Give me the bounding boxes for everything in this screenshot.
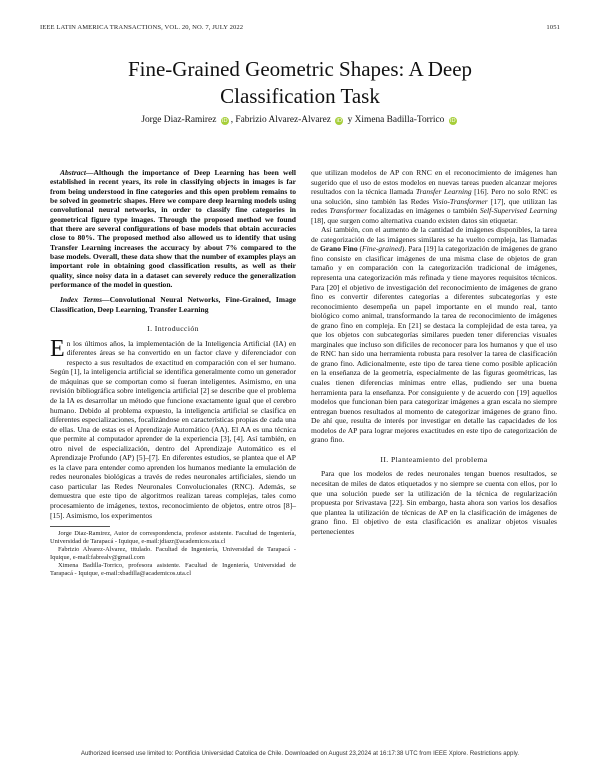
orcid-icon[interactable]: iD: [221, 118, 228, 124]
author-separator: y: [347, 115, 353, 125]
italic-term: Transfer Learning: [415, 187, 472, 197]
text-run: [16]. Pero no solo RNC es una solución, sino también las Redes: [311, 187, 557, 206]
section-heading: II. Planteamiento del problema: [380, 454, 488, 464]
footnote-divider: [50, 526, 110, 527]
index-terms-label: Index Terms: [60, 295, 103, 305]
left-column: [50, 168, 296, 578]
italic-term: Transformer: [329, 206, 368, 216]
journal-name: IEEE LATIN AMERICA TRANSACTIONS, VOL. 20, NO. 7, JULY 2022: [40, 24, 244, 31]
section-heading: I. Introducción: [147, 324, 199, 334]
italic-term: Self-Supervised Learning: [479, 206, 557, 216]
drop-cap: E: [50, 335, 65, 362]
orcid-icon[interactable]: iD: [449, 118, 456, 124]
text-run: [17], que utilizan las redes: [311, 196, 557, 216]
intro-text: n los últimos años, la implementación de la Inteligencia Artificial (IA) en diferentes áreas se ha convertido en un factor clave y diferenciador con respecto a sus resultados de exactitud en comparación con el ser humano. Según [1], la inteligencia artificial se identifica generalmente como un generador de máquinas que se comportan como si fueran inteligentes. Asimismo, en una revisión bibliográfica sobre inteligencia artificial [2] se describe que el problema de la IA es desarrollar un método que funcione exactamente igual que el cerebro humano. Debido al problema expuesto, la inteligencia artificial se clasifica en diferentes especializaciones, focalizándose en características propias de cada una de ellas. Una de estas es el Aprendizaje Automático (AA). El AA es una técnica que permite al computador aprender de la experiencia [3], [4]. Así también, en otro nivel de especialización, dentro del Aprendizaje Automático es el Aprendizaje Profundo (AP) [5]–[7]. En diferentes estudios, se plantea que el AP es la clave para entender como aprenden los humanos mediante la emulación de redes neuronales biológicas a través de redes neuronales artificiales, siendo un caso particular las Redes Neuronales Convolucionales (RNC). Además, se demuestra que este tipo de algoritmos realizan tareas complejas, tales como procesamiento de imágenes, textos, reconocimiento de objetos, entre otros [8]–[15]. Asimismo, los experimentos: [50, 338, 296, 520]
paper-title: [40, 56, 560, 110]
license-footer: Authorized licensed use limited to: Pontificia Universidad Catolica de Chile. Downloaded on August 23,2024 at 16:17:38 UTC from IEEE Xplore. Restrictions apply.: [80, 750, 520, 757]
author-name: Ximena Badilla-Torrico: [354, 115, 445, 125]
page-number: 1051: [546, 24, 560, 31]
abstract-label: Abstract: [60, 168, 86, 177]
text-run: que utilizan modelos de AP con RNC en el reconocimiento de imágenes han sugerido que el uso de estos modelos en nuevas tareas pueden alcanzar mejores resultados con la técnica llamada: [311, 168, 557, 197]
footnote: Fabrizio Alvarez-Alvarez, titulado. Facultad de Ingeniería, Universidad de Tarapacá - Iquique, e-mail:fabrealv@gmail.com: [50, 546, 296, 562]
footnote: Ximena Badilla-Torrico, profesora asistente. Facultad de Ingeniería, Universidad de Tarapacá - Iquique, e-mail:xbadilla@academicos.uta.cl: [50, 562, 296, 578]
title-line-1: Fine-Grained Geometric Shapes: A Deep: [127, 57, 473, 81]
author-name: Fabrizio Alvarez-Alvarez: [235, 115, 331, 125]
index-terms-text: —Convolutional Neural Networks, Fine-Grained, Image Classification, Deep Learning, Transfer Learning: [50, 295, 296, 314]
author-list: Jorge Diaz-Ramirez iD , Fabrizio Alvarez-Alvarez iD y Ximena Badilla-Torrico iD: [141, 115, 456, 125]
author-name: Jorge Diaz-Ramirez: [141, 115, 217, 125]
italic-term: Visio-Transformer: [432, 196, 488, 206]
running-header: [40, 24, 560, 31]
text-run: (: [357, 244, 363, 254]
abstract: [50, 168, 296, 289]
body-paragraph: [311, 225, 557, 445]
title-line-2: Classification Task: [220, 84, 380, 108]
text-run: Así también, con el aumento de la cantidad de imágenes disponibles, la tarea de categorización de las imágenes similares se ha vuelto compleja, las llamadas de: [311, 225, 557, 254]
orcid-icon[interactable]: iD: [336, 118, 343, 124]
bold-term: Grano Fino: [320, 244, 358, 254]
right-column: [311, 168, 557, 536]
italic-term: Fine-grained: [362, 244, 402, 254]
index-terms: [50, 295, 296, 314]
text-run: focalizadas en imágenes o también: [367, 206, 480, 216]
abstract-text: —Although the importance of Deep Learning has been well established in recent years, its role in classifying objects in images is far from being understood in fine categories and this open problem remains to be solved in geometric shapes. Here we compare deep learning models using convolutional neural networks, in order to classify fine categories in geometrical figure type images. Through the proposed method we found that there are several configurations of base models that obtain accuracies close to 80%. The proposed method also allowed us to identify that using Transfer Learning increases the accuracy by about 7% compared to the base models. Overall, these data show that the number of examples plays an important role in obtaining good classification results, as well as their quality, since noisy data in a dataset can severely reduce the generalization performance of the model in question.: [50, 168, 296, 290]
text-run: [18], que surgen como alternativa cuando existen datos sin etiquetar.: [311, 215, 518, 225]
body-paragraph: [311, 168, 557, 225]
intro-paragraph: [50, 335, 296, 520]
footnote: Jorge Diaz-Ramirez, Autor de correspondencia, profesor asistente. Facultad de Ingeniería, Universidad de Tarapacá - Iquique, e-mail:jdiazr@academicos.uta.cl: [50, 530, 296, 546]
body-paragraph: Para que los modelos de redes neuronales tengan buenos resultados, se necesitan de miles de datos etiquetados y no siempre se cuenta con ellos, por lo que una solución puede ser la utilización de la técnica de regularización propuesta por Srivastava [22]. Sin embargo, hasta ahora son varios los desafíos que plantea la utilización de técnicas de AP en la clasificación de imágenes de grano fino. El objetivo de esta clasificación es analizar objetos visuales pertenecientes: [311, 469, 557, 536]
text-run: ). Para [19] la categorización de imágenes de grano fino consiste en clasificar imágenes de una misma clase de objetos de gran tamaño y en comparación con la categorización tradicional de imágenes, representa una categorización más refinada y tiene mayores requisitos técnicos. Para [20] el objetivo de investigación del reconocimiento de imágenes de grano fino es convertir diferentes categorías a diferentes subcategorías y este reconocimiento desempeña un papel importante en el mundo real, tanto biológico como animal, transformando la tarea de reconocimiento de imágenes de grano fino en compleja. En [21] se destaca la complejidad de esta tarea, ya que los objetos con subcategorías similares pueden tener diferencias visuales marginales que incluso son difíciles de reconocer para los humanos y que el uso de RNC han sido una herramienta robusta para resolver la tarea de clasificación de grano fino. Adicionalmente, este tipo de tarea tiene como posible aplicación en la enseñanza de la geometría, especialmente de las figuras geométricas, las cuales tienen diferencias mínimas entre ellas, pudiendo ser una buena herramienta para la enseñanza. Por consiguiente y de acuerdo con [19] aquellos modelos que funcionan bien para categorizar imágenes a gran escala no siempre entregan buenos resultados al momento de categorizar imágenes de grano fino. De ahí que, resulta de interés por investigar en detalle las capacidades de los modelos de AP para lograr mejores exactitudes en este tipo de categorización de grano fino.: [311, 244, 557, 445]
